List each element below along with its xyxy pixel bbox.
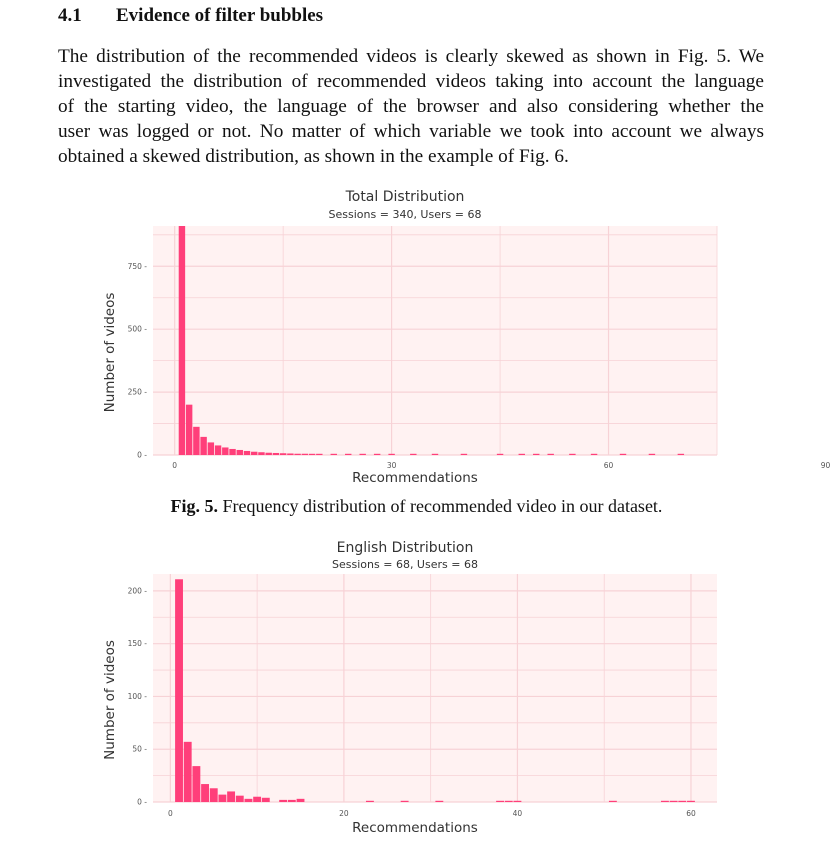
histogram-bar: [496, 801, 504, 802]
histogram-bar: [302, 454, 308, 455]
paragraph-line: investigated the distribution of recommended videos taking into account the language: [58, 71, 764, 92]
figure-5: [0, 180, 833, 490]
x-axis-label: Recommendations: [352, 820, 478, 836]
chart-subtitle: Sessions = 68, Users = 68: [332, 558, 478, 571]
histogram-bar: [253, 797, 261, 802]
histogram-bar: [331, 454, 337, 455]
y-tick-label: 100 -: [127, 691, 147, 701]
x-tick-label: 60: [603, 461, 614, 470]
y-tick-label: 250 -: [127, 387, 147, 397]
x-tick-label: 90: [820, 461, 831, 470]
histogram-bar: [200, 437, 206, 455]
y-tick-label: 150 -: [127, 639, 147, 649]
histogram-bar: [222, 447, 228, 455]
histogram-bar: [258, 452, 264, 455]
body-paragraph: [58, 44, 764, 169]
chart-title: Total Distribution: [345, 189, 465, 205]
histogram-bar: [262, 798, 270, 802]
histogram-bar: [661, 801, 669, 802]
histogram-bar: [678, 801, 686, 802]
histogram-bar: [309, 454, 315, 455]
histogram-bar: [497, 454, 503, 455]
histogram-bar: [287, 453, 293, 455]
total-distribution-chart: [0, 180, 833, 490]
figure-5-caption: [0, 496, 833, 517]
histogram-bar: [288, 800, 296, 802]
caption-label: Fig. 5.: [170, 496, 219, 516]
figure-6: [0, 532, 833, 842]
histogram-bar: [649, 454, 655, 455]
chart-subtitle: Sessions = 340, Users = 68: [328, 208, 482, 221]
plot-area: [153, 226, 717, 455]
x-axis-label: Recommendations: [352, 470, 478, 486]
section-number: 4.1: [58, 5, 82, 26]
histogram-bar: [401, 801, 409, 802]
histogram-bar: [280, 453, 286, 455]
y-axis-label: Number of videos: [102, 292, 118, 413]
histogram-bar: [374, 454, 380, 455]
caption-text: Frequency distribution of recommended video in our dataset.: [218, 496, 663, 516]
english-distribution-chart: [0, 532, 833, 842]
histogram-bar: [245, 799, 253, 802]
histogram-bar: [179, 226, 185, 455]
paragraph-line: user was logged or not. No matter of which variable we took into account we always: [58, 121, 764, 142]
histogram-bar: [505, 801, 513, 802]
x-tick-label: 30: [386, 461, 397, 470]
histogram-bar: [569, 454, 575, 455]
y-tick-label: 750 -: [127, 261, 147, 271]
y-tick-label: 0 -: [137, 797, 147, 807]
y-tick-label: 500 -: [127, 324, 147, 334]
histogram-bar: [435, 801, 443, 802]
histogram-bar: [210, 788, 218, 802]
histogram-bar: [279, 800, 287, 802]
histogram-bar: [609, 801, 617, 802]
histogram-bar: [316, 454, 322, 455]
histogram-bar: [218, 795, 226, 802]
histogram-bar: [265, 453, 271, 455]
histogram-bar: [227, 791, 235, 802]
plot-area: [153, 574, 717, 802]
histogram-bar: [359, 454, 365, 455]
histogram-bar: [192, 766, 200, 802]
y-tick-label: 50 -: [132, 744, 147, 754]
x-tick-label: 40: [512, 809, 523, 818]
histogram-bar: [519, 454, 525, 455]
histogram-bar: [547, 454, 553, 455]
histogram-bar: [366, 801, 374, 802]
histogram-bar: [244, 451, 250, 455]
histogram-bar: [201, 784, 209, 802]
histogram-bar: [591, 454, 597, 455]
histogram-bar: [410, 454, 416, 455]
histogram-bar: [236, 796, 244, 802]
x-tick-label: 0: [172, 461, 178, 470]
histogram-bar: [297, 799, 305, 802]
histogram-bar: [229, 449, 235, 455]
histogram-bar: [175, 579, 183, 802]
paragraph-line: The distribution of the recommended videos is clearly skewed as shown in Fig. 5. We: [58, 46, 764, 67]
histogram-bar: [620, 454, 626, 455]
paragraph-line: obtained a skewed distribution, as shown in the example of Fig. 6.: [58, 146, 569, 167]
histogram-bar: [687, 801, 695, 802]
histogram-bar: [294, 454, 300, 455]
section-heading: [58, 5, 323, 27]
histogram-bar: [251, 452, 257, 455]
y-tick-label: 0 -: [137, 450, 147, 460]
histogram-bar: [215, 445, 221, 455]
histogram-bar: [461, 454, 467, 455]
histogram-bar: [186, 405, 192, 455]
y-tick-label: 200 -: [127, 586, 147, 596]
section-title: Evidence of filter bubbles: [116, 5, 324, 26]
histogram-bar: [513, 801, 521, 802]
histogram-bar: [273, 453, 279, 455]
histogram-bar: [184, 742, 192, 802]
histogram-bar: [208, 442, 214, 455]
histogram-bar: [432, 454, 438, 455]
histogram-bar: [193, 427, 199, 455]
x-tick-label: 60: [686, 809, 696, 818]
histogram-bar: [388, 454, 394, 455]
histogram-bar: [237, 450, 243, 455]
histogram-bar: [670, 801, 678, 802]
x-tick-label: 20: [339, 809, 349, 818]
histogram-bar: [678, 454, 684, 455]
chart-title: English Distribution: [336, 540, 474, 556]
histogram-bar: [345, 454, 351, 455]
paragraph-line: of the starting video, the language of the browser and also considering whether the: [58, 96, 764, 117]
y-axis-label: Number of videos: [102, 640, 118, 760]
x-tick-label: 0: [167, 809, 173, 818]
histogram-bar: [533, 454, 539, 455]
